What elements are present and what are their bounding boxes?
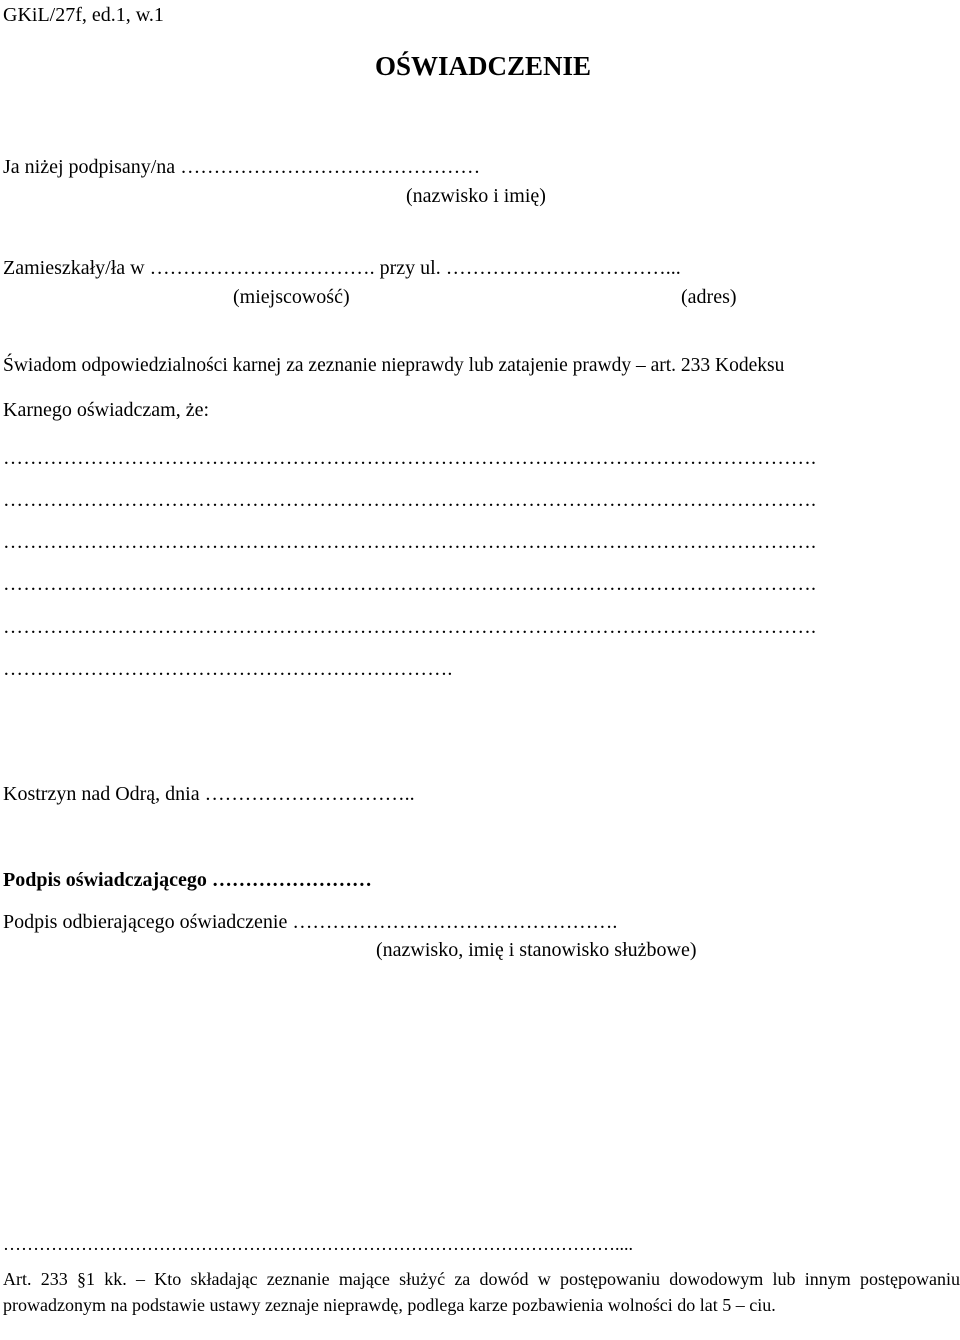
blank-line-1[interactable]: …………………………………………………………………………………………………………. bbox=[3, 447, 817, 469]
declarant-name-field[interactable]: ……………………………………… bbox=[180, 156, 481, 178]
blank-line-2[interactable]: …………………………………………………………………………………………………………. bbox=[3, 489, 817, 511]
document-title: OŚWIADCZENIE bbox=[374, 51, 592, 81]
signature-receiver-caption: (nazwisko, imię i stanowisko służbowe) bbox=[376, 939, 697, 961]
statement-line-1: Świadom odpowiedzialności karnej za zeznanie nieprawdy lub zatajenie prawdy – art. 233 Kodeksu bbox=[3, 355, 785, 376]
signature-declarant-label: Podpis oświadczającego bbox=[3, 869, 207, 891]
date-field[interactable]: ………………………….. bbox=[204, 783, 415, 805]
signature-declarant-field[interactable]: …………………… bbox=[211, 869, 372, 891]
city-caption: (miejscowość) bbox=[233, 286, 350, 308]
signature-receiver-label: Podpis odbierającego oświadczenie bbox=[3, 911, 288, 933]
blank-line-6[interactable]: …………………………………………………………. bbox=[3, 658, 453, 680]
residence-line bbox=[3, 256, 681, 280]
blank-line-3[interactable]: …………………………………………………………………………………………………………. bbox=[3, 531, 817, 553]
residence-label: Zamieszkały/ła w bbox=[3, 257, 145, 279]
signature-receiver-field[interactable]: …………………………………………. bbox=[292, 911, 618, 933]
declarant-caption: (nazwisko i imię) bbox=[406, 185, 546, 207]
street-label: przy ul. bbox=[379, 257, 441, 279]
place-date-line bbox=[3, 782, 415, 806]
form-code: GKiL/27f, ed.1, w.1 bbox=[3, 4, 164, 26]
declarant-line bbox=[3, 155, 480, 179]
address-caption: (adres) bbox=[681, 286, 737, 308]
city-field[interactable]: ……………………………. bbox=[149, 257, 375, 279]
blank-line-4[interactable]: …………………………………………………………………………………………………………. bbox=[3, 573, 817, 595]
blank-line-5[interactable]: …………………………………………………………………………………………………………. bbox=[3, 616, 817, 638]
signature-declarant-line bbox=[3, 868, 372, 892]
declarant-label: Ja niżej podpisany/na bbox=[3, 156, 176, 178]
address-field[interactable]: ……………………………... bbox=[445, 257, 681, 279]
footnote-separator: ………………………………………………………………………………………….... bbox=[3, 1234, 633, 1254]
place-date-label: Kostrzyn nad Odrą, dnia bbox=[3, 783, 200, 805]
signature-receiver-line bbox=[3, 910, 617, 934]
footnote-text: Art. 233 §1 kk. – Kto składając zeznanie mające służyć za dowód w postępowaniu dowodowym lub innym postępowaniu prowadzonym na podstawie ustawy zeznaje nieprawdę, podlega karze pozbawienia wolności do lat 5 – ciu. bbox=[3, 1269, 960, 1315]
statement-line-2: Karnego oświadczam, że: bbox=[3, 399, 210, 421]
